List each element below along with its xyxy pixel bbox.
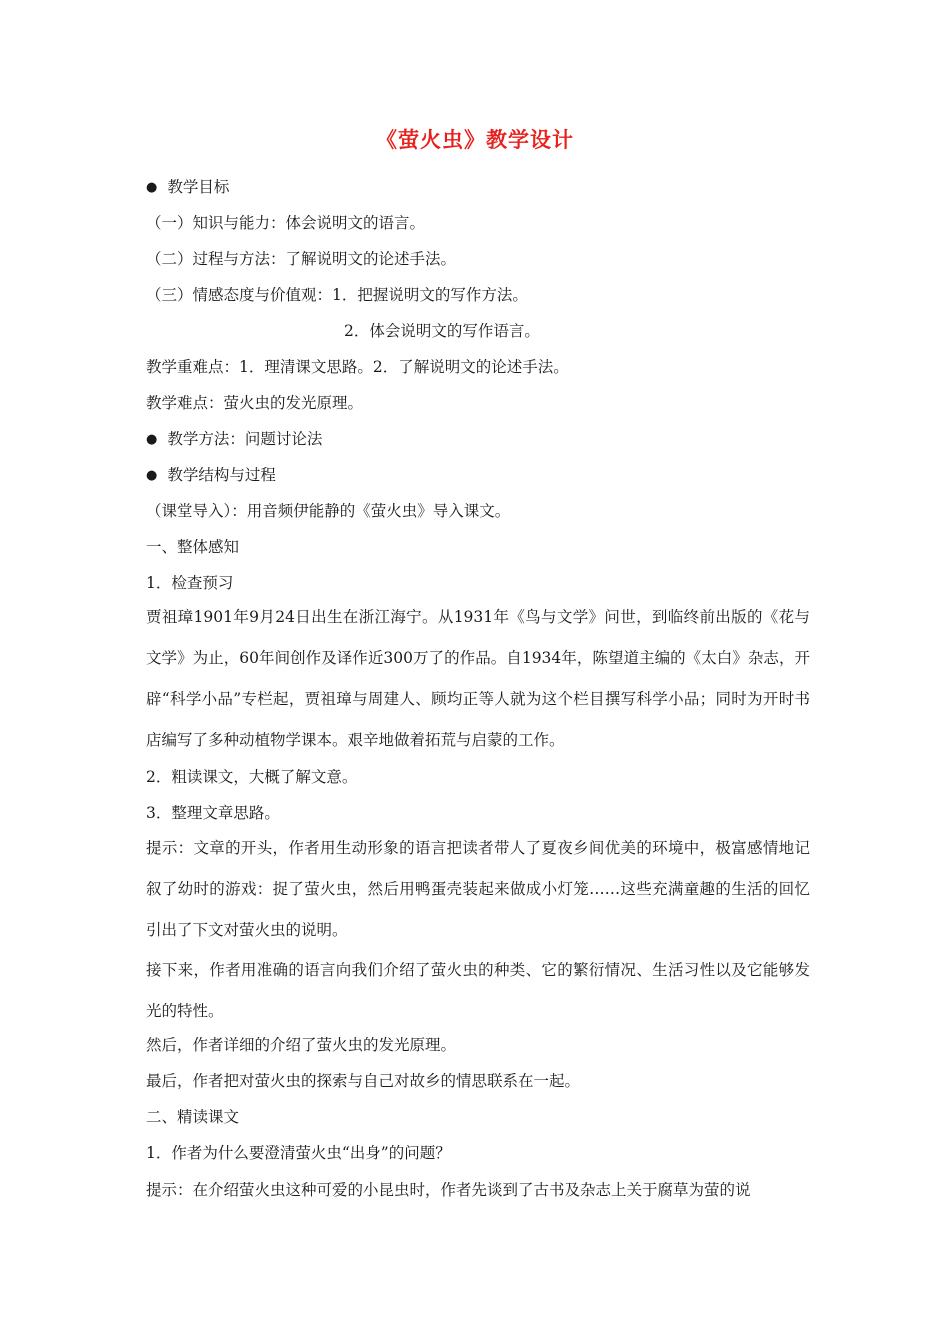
method-text: 教学方法：问题讨论法 bbox=[167, 430, 323, 448]
item-outline: 3．整理文章思路。 bbox=[146, 804, 280, 822]
section-heading-1: 一、整体感知 bbox=[146, 538, 240, 556]
difficulty: 教学难点：萤火虫的发光原理。 bbox=[146, 394, 364, 412]
goal-attitude: （三）情感态度与价值观：1．把握说明文的写作方法。 bbox=[146, 286, 528, 304]
bio-paragraph: 贾祖璋1901年9月24日出生在浙江海宁。从1931年《鸟与文学》问世，到临终前出版的《花与文学》为止，60年间创作及译作近300万了的作品。自1934年，陈望道主编的《太白》杂志，开辟“科学小品”专栏起，贾祖璋与周建人、顾均正等人就为这个栏目撰写科学小品；同时为开时书店编写了多种动植物学课本。艰辛地做着拓荒与启蒙的工作。 bbox=[146, 608, 810, 749]
bullet-icon: ● bbox=[146, 468, 158, 483]
item-skim: 2．粗读课文，大概了解文意。 bbox=[146, 768, 358, 786]
finally-line: 最后，作者把对萤火虫的探索与自己对故乡的情思联系在一起。 bbox=[146, 1072, 581, 1090]
then-line: 然后，作者详细的介绍了萤火虫的发光原理。 bbox=[146, 1036, 457, 1054]
document-title: 《萤火虫》教学设计 bbox=[376, 127, 574, 152]
method-line bbox=[146, 429, 810, 451]
hint-paragraph-next: 接下来，作者用准确的语言向我们介绍了萤火虫的种类、它的繁衍情况、生活习性以及它能够发光的特性。 bbox=[146, 961, 810, 1020]
hint-paragraph-opening: 提示：文章的开头，作者用生动形象的语言把读者带人了夏夜乡间优美的环境中，极富感情地记叙了幼时的游戏：捉了萤火虫，然后用鸭蛋壳装起来做成小灯笼……这些充满童趣的生活的回忆引出了下文对萤火虫的说明。 bbox=[146, 839, 810, 939]
structure-text: 教学结构与过程 bbox=[167, 466, 276, 484]
goal-attitude-sub: 2．体会说明文的写作语言。 bbox=[344, 322, 540, 340]
structure-line bbox=[146, 465, 810, 487]
goal-knowledge: （一）知识与能力：体会说明文的语言。 bbox=[146, 214, 426, 232]
section-heading-2: 二、精读课文 bbox=[146, 1108, 240, 1126]
goal-process: （二）过程与方法：了解说明文的论述手法。 bbox=[146, 250, 457, 268]
bullet-icon: ● bbox=[146, 180, 158, 195]
item-preview: 1．检查预习 bbox=[146, 574, 234, 592]
goals-heading-text: 教学目标 bbox=[167, 178, 230, 196]
question-origin: 1．作者为什么要澄清萤火虫“出身”的问题？ bbox=[146, 1144, 451, 1162]
bullet-icon: ● bbox=[146, 432, 158, 447]
hint-paragraph-origin: 提示：在介绍萤火虫这种可爱的小昆虫时，作者先谈到了古书及杂志上关于腐草为萤的说 bbox=[146, 1181, 751, 1199]
goals-heading bbox=[146, 177, 810, 199]
key-points: 教学重难点：1．理清课文思路。2．了解说明文的论述手法。 bbox=[146, 358, 569, 376]
class-intro: （课堂导入）：用音频伊能静的《萤火虫》导入课文。 bbox=[146, 502, 511, 520]
